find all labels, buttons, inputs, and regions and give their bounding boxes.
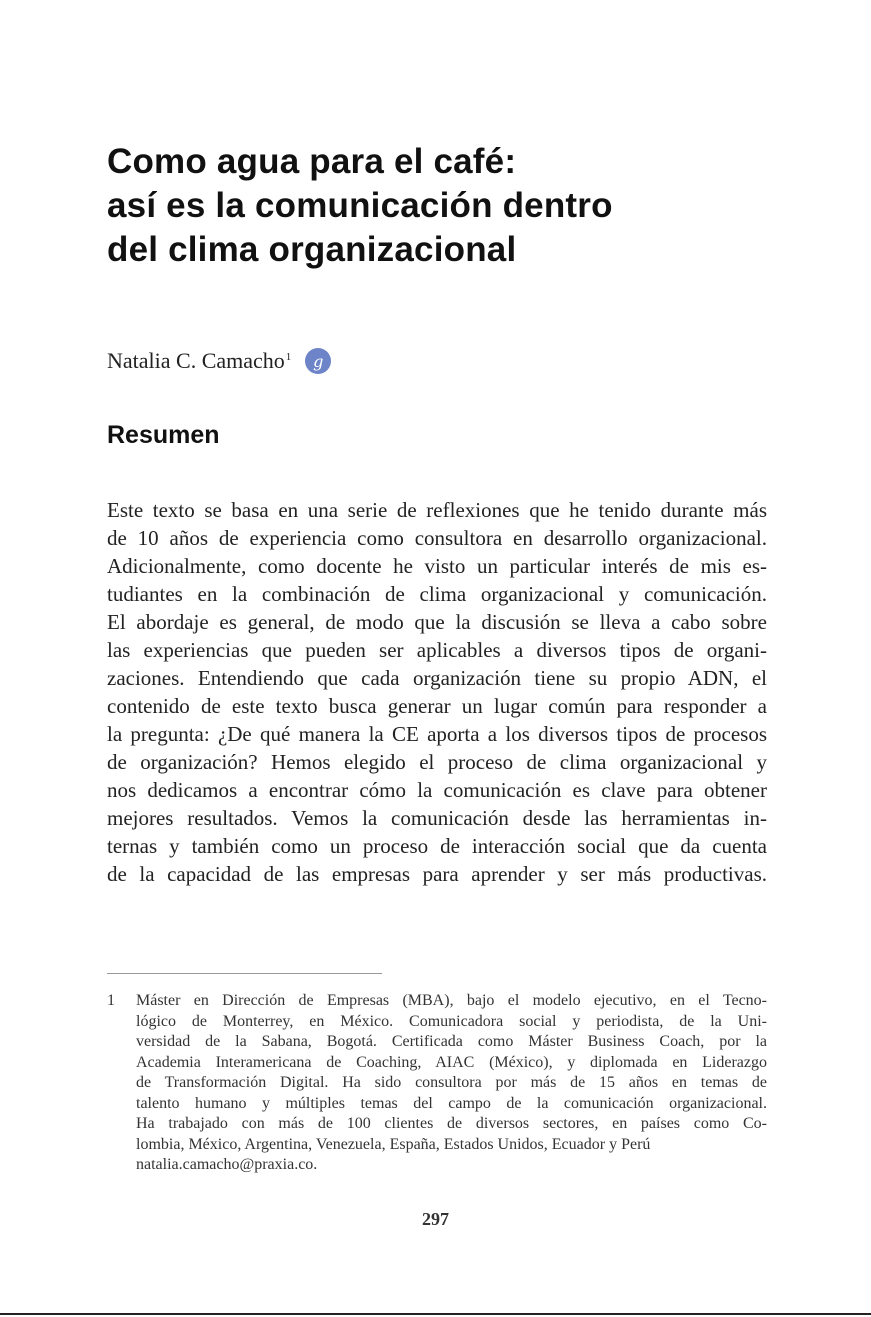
orcid-glyph: g: [313, 351, 324, 371]
author-name: Natalia C. Camacho: [107, 348, 285, 373]
footnote-text: [136, 991, 767, 1176]
abstract-line: las experiencias que pueden ser aplicables a diversos tipos de organi-: [107, 638, 767, 662]
footnote-line: talento humano y múltiples temas del campo de la comunicación organizacional.: [136, 1094, 767, 1112]
author-footnote-marker[interactable]: 1: [285, 351, 292, 363]
abstract-body: [107, 496, 767, 888]
orcid-icon[interactable]: [305, 348, 331, 374]
chapter-title-line: Como agua para el café:: [107, 142, 517, 181]
footnote-line: Ha trabajado con más de 100 clientes de diversos sectores, en países como Co-: [136, 1115, 767, 1132]
chapter-title-line: del clima organizacional: [107, 230, 517, 269]
abstract-line: de la capacidad de las empresas para aprender y ser más productivas.: [107, 862, 767, 886]
footnote-line: de Transformación Digital. Ha sido consultora por más de 15 años en temas de: [136, 1074, 767, 1091]
abstract-line: contenido de este texto busca generar un lugar común para responder a: [107, 694, 767, 718]
footnote-line: Academia Interamericana de Coaching, AIAC (México), y diplomada en Liderazgo: [136, 1053, 767, 1071]
abstract-line: la pregunta: ¿De qué manera la CE aporta a los diversos tipos de procesos: [107, 722, 767, 746]
abstract-line: Este texto se basa en una serie de reflexiones que he tenido durante más: [107, 498, 767, 522]
footnote-email[interactable]: natalia.camacho@praxia.co.: [136, 1156, 318, 1173]
abstract-line: ternas y también como un proceso de interacción social que da cuenta: [107, 834, 767, 858]
footnote-divider: [107, 973, 382, 974]
abstract-line: Adicionalmente, como docente he visto un particular interés de mis es-: [107, 554, 767, 578]
page-bottom-border: [0, 1313, 871, 1315]
abstract-line: mejores resultados. Vemos la comunicación desde las herramientas in-: [107, 806, 767, 830]
abstract-line: zaciones. Entendiendo que cada organización tiene su propio ADN, el: [107, 666, 767, 690]
abstract-line: El abordaje es general, de modo que la discusión se lleva a cabo sobre: [107, 610, 767, 634]
abstract-line: de organización? Hemos elegido el proceso de clima organizacional y: [107, 750, 767, 774]
page-number: 297: [422, 1209, 449, 1229]
footnote-line: lógico de Monterrey, en México. Comunicadora social y periodista, de la Uni-: [136, 1012, 767, 1030]
chapter-title-line: así es la comunicación dentro: [107, 186, 613, 225]
abstract-line: nos dedicamos a encontrar cómo la comunicación es clave para obtener: [107, 778, 767, 802]
footnote-line: lombia, México, Argentina, Venezuela, España, Estados Unidos, Ecuador y Perú: [136, 1135, 651, 1153]
footnote-number: 1: [107, 992, 115, 1009]
author-line: [107, 348, 331, 374]
footnote-line: versidad de la Sabana, Bogotá. Certificada como Máster Business Coach, por la: [136, 1033, 767, 1050]
abstract-line: de 10 años de experiencia como consultora en desarrollo organizacional.: [107, 526, 767, 550]
abstract-heading: Resumen: [107, 421, 220, 449]
chapter-title: [107, 140, 747, 272]
abstract-line: tudiantes en la combinación de clima organizacional y comunicación.: [107, 582, 767, 606]
footnote-line: Máster en Dirección de Empresas (MBA), bajo el modelo ejecutivo, en el Tecno-: [136, 992, 767, 1009]
